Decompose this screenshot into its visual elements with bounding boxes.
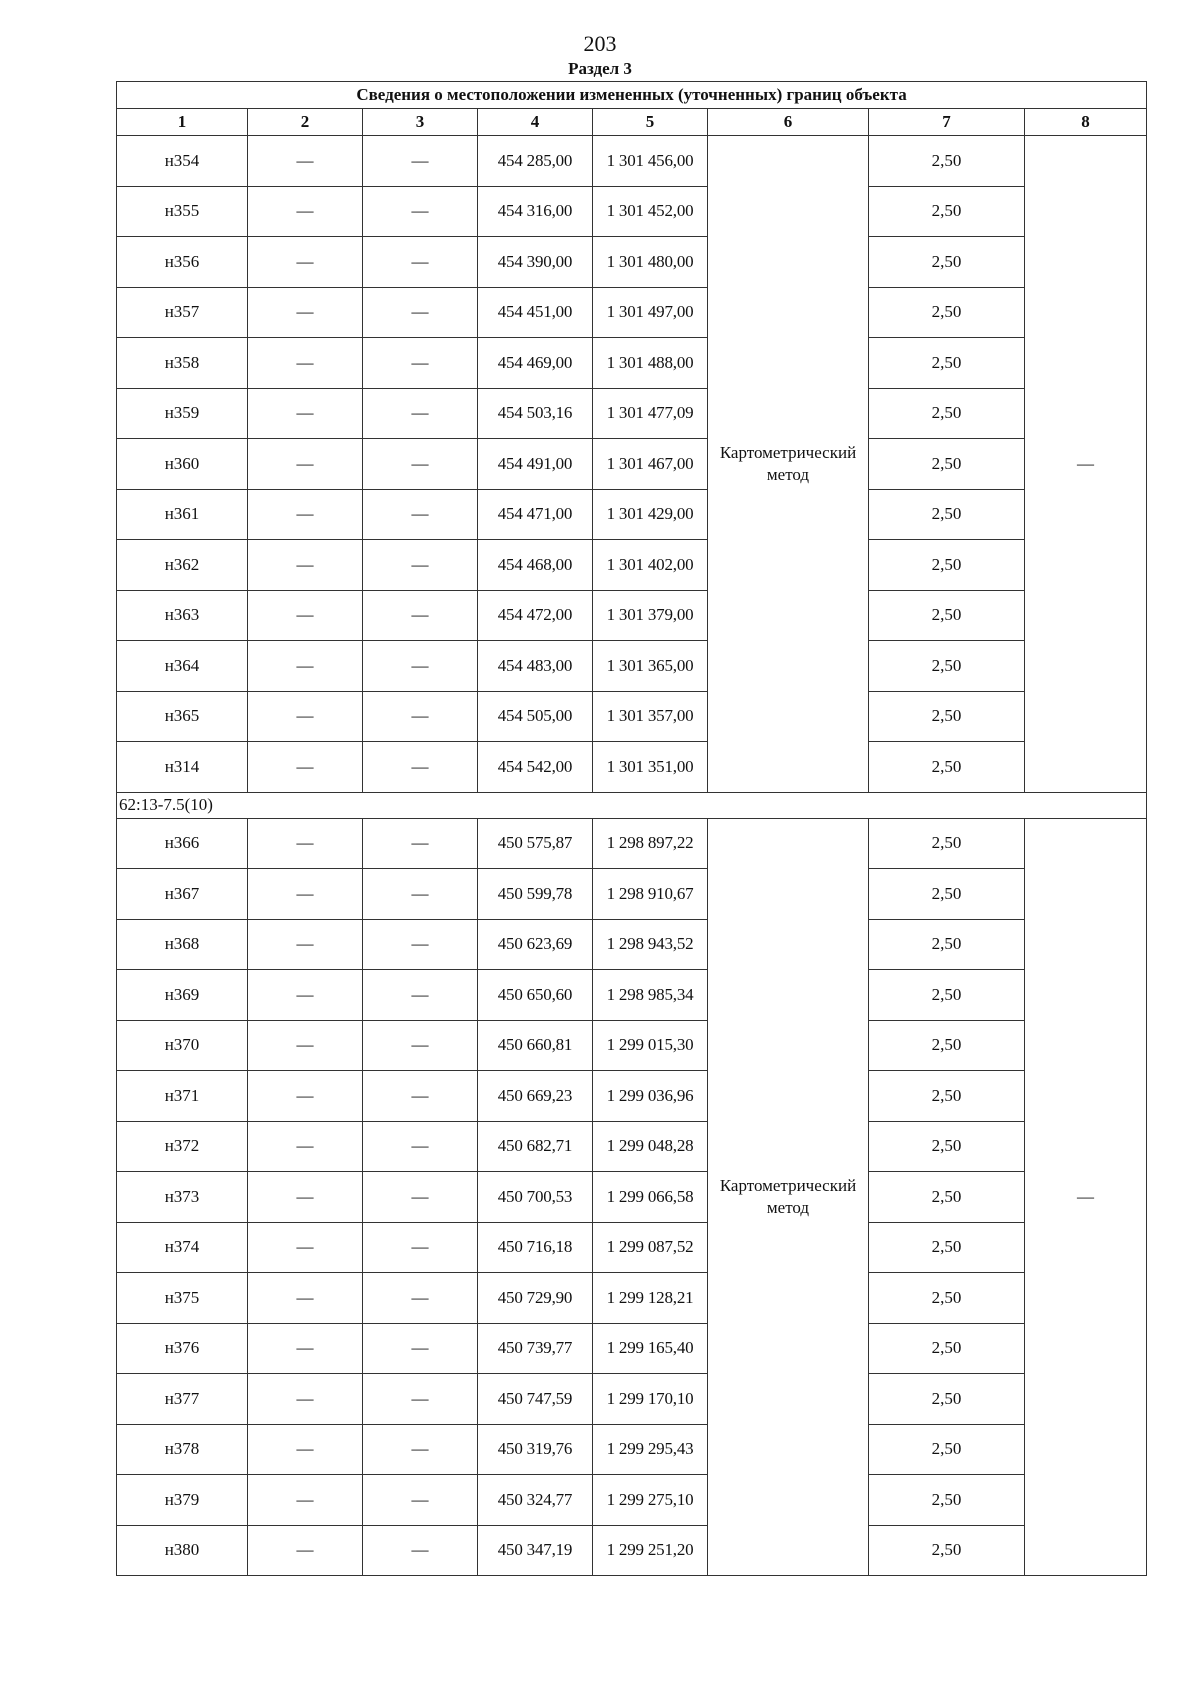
column3-cell: — (363, 338, 478, 389)
point-id-cell: н358 (117, 338, 248, 389)
table-row (117, 742, 1147, 793)
accuracy-cell: 2,50 (869, 641, 1025, 692)
column3-cell: — (363, 1121, 478, 1172)
accuracy-cell: 2,50 (869, 919, 1025, 970)
coordinates-table (116, 81, 1147, 1576)
table-row (117, 590, 1147, 641)
column2-cell: — (248, 919, 363, 970)
accuracy-cell: 2,50 (869, 1273, 1025, 1324)
point-id-cell: н359 (117, 388, 248, 439)
point-id-cell: н371 (117, 1071, 248, 1122)
y-coordinate-cell: 1 299 170,10 (593, 1374, 708, 1425)
accuracy-cell: 2,50 (869, 1071, 1025, 1122)
column2-cell: — (248, 1374, 363, 1425)
column3-cell: — (363, 136, 478, 187)
method-cell: Картометрический метод (708, 818, 869, 1576)
y-coordinate-cell: 1 301 379,00 (593, 590, 708, 641)
x-coordinate-cell: 454 483,00 (478, 641, 593, 692)
point-id-cell: н379 (117, 1475, 248, 1526)
y-coordinate-cell: 1 301 365,00 (593, 641, 708, 692)
point-id-cell: н363 (117, 590, 248, 641)
point-id-cell: н360 (117, 439, 248, 490)
group-label: 62:13-7.5(10) (117, 792, 1147, 818)
table-row (117, 540, 1147, 591)
x-coordinate-cell: 450 650,60 (478, 970, 593, 1021)
column2-cell: — (248, 338, 363, 389)
column3-cell: — (363, 186, 478, 237)
table-row (117, 919, 1147, 970)
accuracy-cell: 2,50 (869, 818, 1025, 869)
point-id-cell: н355 (117, 186, 248, 237)
point-id-cell: н375 (117, 1273, 248, 1324)
table-row (117, 818, 1147, 869)
column2-cell: — (248, 540, 363, 591)
column2-cell: — (248, 742, 363, 793)
accuracy-cell: 2,50 (869, 388, 1025, 439)
y-coordinate-cell: 1 299 087,52 (593, 1222, 708, 1273)
x-coordinate-cell: 454 491,00 (478, 439, 593, 490)
x-coordinate-cell: 450 575,87 (478, 818, 593, 869)
column2-cell: — (248, 818, 363, 869)
accuracy-cell: 2,50 (869, 590, 1025, 641)
column3-cell: — (363, 1071, 478, 1122)
accuracy-cell: 2,50 (869, 869, 1025, 920)
column3-cell: — (363, 641, 478, 692)
column2-cell: — (248, 869, 363, 920)
column2-cell: — (248, 1323, 363, 1374)
table-row (117, 388, 1147, 439)
point-id-cell: н364 (117, 641, 248, 692)
accuracy-cell: 2,50 (869, 136, 1025, 187)
accuracy-cell: 2,50 (869, 1424, 1025, 1475)
accuracy-cell: 2,50 (869, 1525, 1025, 1576)
column3-cell: — (363, 540, 478, 591)
table-row (117, 1323, 1147, 1374)
table-row (117, 489, 1147, 540)
table-row (117, 186, 1147, 237)
column2-cell: — (248, 1222, 363, 1273)
column3-cell: — (363, 691, 478, 742)
accuracy-cell: 2,50 (869, 1172, 1025, 1223)
x-coordinate-cell: 450 319,76 (478, 1424, 593, 1475)
point-id-cell: н372 (117, 1121, 248, 1172)
y-coordinate-cell: 1 301 477,09 (593, 388, 708, 439)
point-id-cell: н376 (117, 1323, 248, 1374)
table-row (117, 439, 1147, 490)
accuracy-cell: 2,50 (869, 439, 1025, 490)
column3-cell: — (363, 919, 478, 970)
column3-cell: — (363, 1273, 478, 1324)
group-label-row (117, 792, 1147, 818)
point-id-cell: н361 (117, 489, 248, 540)
point-id-cell: н356 (117, 237, 248, 288)
column2-cell: — (248, 1273, 363, 1324)
accuracy-cell: 2,50 (869, 287, 1025, 338)
point-id-cell: н370 (117, 1020, 248, 1071)
table-caption: Сведения о местоположении измененных (уточненных) границ объекта (117, 82, 1147, 109)
y-coordinate-cell: 1 301 351,00 (593, 742, 708, 793)
point-id-cell: н362 (117, 540, 248, 591)
x-coordinate-cell: 450 324,77 (478, 1475, 593, 1526)
column2-cell: — (248, 1121, 363, 1172)
table-row (117, 1121, 1147, 1172)
table-row (117, 1020, 1147, 1071)
table-row (117, 1172, 1147, 1223)
column-header: 1 (117, 109, 248, 136)
table-row (117, 287, 1147, 338)
x-coordinate-cell: 454 505,00 (478, 691, 593, 742)
x-coordinate-cell: 450 682,71 (478, 1121, 593, 1172)
point-id-cell: н314 (117, 742, 248, 793)
table-row (117, 1374, 1147, 1425)
table-row (117, 970, 1147, 1021)
column3-cell: — (363, 1222, 478, 1273)
y-coordinate-cell: 1 301 402,00 (593, 540, 708, 591)
point-id-cell: н354 (117, 136, 248, 187)
column3-cell: — (363, 388, 478, 439)
column3-cell: — (363, 1525, 478, 1576)
y-coordinate-cell: 1 298 943,52 (593, 919, 708, 970)
column2-cell: — (248, 388, 363, 439)
column2-cell: — (248, 1525, 363, 1576)
point-id-cell: н368 (117, 919, 248, 970)
x-coordinate-cell: 454 503,16 (478, 388, 593, 439)
accuracy-cell: 2,50 (869, 1121, 1025, 1172)
accuracy-cell: 2,50 (869, 489, 1025, 540)
column2-cell: — (248, 489, 363, 540)
accuracy-cell: 2,50 (869, 1222, 1025, 1273)
accuracy-cell: 2,50 (869, 186, 1025, 237)
column-header: 4 (478, 109, 593, 136)
column2-cell: — (248, 186, 363, 237)
y-coordinate-cell: 1 299 295,43 (593, 1424, 708, 1475)
y-coordinate-cell: 1 301 497,00 (593, 287, 708, 338)
table-row (117, 237, 1147, 288)
y-coordinate-cell: 1 298 897,22 (593, 818, 708, 869)
accuracy-cell: 2,50 (869, 742, 1025, 793)
x-coordinate-cell: 450 623,69 (478, 919, 593, 970)
group2-body (117, 818, 1147, 1576)
x-coordinate-cell: 454 451,00 (478, 287, 593, 338)
column3-cell: — (363, 590, 478, 641)
column2-cell: — (248, 287, 363, 338)
column-header: 5 (593, 109, 708, 136)
table-row (117, 641, 1147, 692)
point-id-cell: н366 (117, 818, 248, 869)
column3-cell: — (363, 1424, 478, 1475)
table-row (117, 1071, 1147, 1122)
x-coordinate-cell: 450 739,77 (478, 1323, 593, 1374)
x-coordinate-cell: 450 729,90 (478, 1273, 593, 1324)
column3-cell: — (363, 237, 478, 288)
column3-cell: — (363, 439, 478, 490)
x-coordinate-cell: 450 347,19 (478, 1525, 593, 1576)
column-header: 8 (1025, 109, 1147, 136)
column8-cell: — (1025, 136, 1147, 793)
method-cell: Картометрический метод (708, 136, 869, 793)
table-row (117, 1525, 1147, 1576)
table-row (117, 1424, 1147, 1475)
accuracy-cell: 2,50 (869, 237, 1025, 288)
column2-cell: — (248, 136, 363, 187)
column2-cell: — (248, 1020, 363, 1071)
accuracy-cell: 2,50 (869, 1374, 1025, 1425)
x-coordinate-cell: 454 469,00 (478, 338, 593, 389)
x-coordinate-cell: 454 542,00 (478, 742, 593, 793)
x-coordinate-cell: 450 660,81 (478, 1020, 593, 1071)
column2-cell: — (248, 970, 363, 1021)
column3-cell: — (363, 1374, 478, 1425)
column3-cell: — (363, 869, 478, 920)
column-header-row (117, 109, 1147, 136)
column3-cell: — (363, 1475, 478, 1526)
column2-cell: — (248, 1071, 363, 1122)
group1-body (117, 136, 1147, 793)
y-coordinate-cell: 1 299 015,30 (593, 1020, 708, 1071)
column-header: 6 (708, 109, 869, 136)
accuracy-cell: 2,50 (869, 970, 1025, 1021)
table-row (117, 1475, 1147, 1526)
x-coordinate-cell: 450 669,23 (478, 1071, 593, 1122)
x-coordinate-cell: 454 468,00 (478, 540, 593, 591)
x-coordinate-cell: 450 716,18 (478, 1222, 593, 1273)
x-coordinate-cell: 454 285,00 (478, 136, 593, 187)
column2-cell: — (248, 1475, 363, 1526)
y-coordinate-cell: 1 301 467,00 (593, 439, 708, 490)
column2-cell: — (248, 691, 363, 742)
y-coordinate-cell: 1 301 480,00 (593, 237, 708, 288)
point-id-cell: н378 (117, 1424, 248, 1475)
column3-cell: — (363, 818, 478, 869)
x-coordinate-cell: 454 316,00 (478, 186, 593, 237)
y-coordinate-cell: 1 301 357,00 (593, 691, 708, 742)
column3-cell: — (363, 287, 478, 338)
point-id-cell: н373 (117, 1172, 248, 1223)
page-number: 203 (583, 31, 617, 56)
column3-cell: — (363, 1323, 478, 1374)
table-row (117, 869, 1147, 920)
column2-cell: — (248, 439, 363, 490)
y-coordinate-cell: 1 299 275,10 (593, 1475, 708, 1526)
accuracy-cell: 2,50 (869, 1020, 1025, 1071)
point-id-cell: н380 (117, 1525, 248, 1576)
table-row (117, 338, 1147, 389)
point-id-cell: н367 (117, 869, 248, 920)
x-coordinate-cell: 454 472,00 (478, 590, 593, 641)
column8-cell: — (1025, 818, 1147, 1576)
point-id-cell: н357 (117, 287, 248, 338)
point-id-cell: н365 (117, 691, 248, 742)
y-coordinate-cell: 1 301 429,00 (593, 489, 708, 540)
y-coordinate-cell: 1 301 488,00 (593, 338, 708, 389)
column3-cell: — (363, 970, 478, 1021)
table-row (117, 691, 1147, 742)
x-coordinate-cell: 454 390,00 (478, 237, 593, 288)
y-coordinate-cell: 1 299 036,96 (593, 1071, 708, 1122)
y-coordinate-cell: 1 299 128,21 (593, 1273, 708, 1324)
column2-cell: — (248, 237, 363, 288)
point-id-cell: н377 (117, 1374, 248, 1425)
column3-cell: — (363, 742, 478, 793)
group-label-body (117, 792, 1147, 818)
accuracy-cell: 2,50 (869, 1323, 1025, 1374)
x-coordinate-cell: 450 747,59 (478, 1374, 593, 1425)
column3-cell: — (363, 489, 478, 540)
section-title: Раздел 3 (568, 59, 632, 78)
x-coordinate-cell: 450 700,53 (478, 1172, 593, 1223)
point-id-cell: н369 (117, 970, 248, 1021)
column2-cell: — (248, 590, 363, 641)
table-row (117, 1222, 1147, 1273)
accuracy-cell: 2,50 (869, 540, 1025, 591)
y-coordinate-cell: 1 301 452,00 (593, 186, 708, 237)
y-coordinate-cell: 1 299 066,58 (593, 1172, 708, 1223)
column-header: 7 (869, 109, 1025, 136)
y-coordinate-cell: 1 298 910,67 (593, 869, 708, 920)
y-coordinate-cell: 1 299 165,40 (593, 1323, 708, 1374)
column-header: 3 (363, 109, 478, 136)
y-coordinate-cell: 1 298 985,34 (593, 970, 708, 1021)
table-row (117, 136, 1147, 187)
column2-cell: — (248, 1172, 363, 1223)
column-header: 2 (248, 109, 363, 136)
y-coordinate-cell: 1 299 251,20 (593, 1525, 708, 1576)
x-coordinate-cell: 450 599,78 (478, 869, 593, 920)
y-coordinate-cell: 1 299 048,28 (593, 1121, 708, 1172)
y-coordinate-cell: 1 301 456,00 (593, 136, 708, 187)
accuracy-cell: 2,50 (869, 691, 1025, 742)
table-row (117, 1273, 1147, 1324)
accuracy-cell: 2,50 (869, 1475, 1025, 1526)
accuracy-cell: 2,50 (869, 338, 1025, 389)
column2-cell: — (248, 641, 363, 692)
x-coordinate-cell: 454 471,00 (478, 489, 593, 540)
column2-cell: — (248, 1424, 363, 1475)
column3-cell: — (363, 1172, 478, 1223)
column3-cell: — (363, 1020, 478, 1071)
point-id-cell: н374 (117, 1222, 248, 1273)
